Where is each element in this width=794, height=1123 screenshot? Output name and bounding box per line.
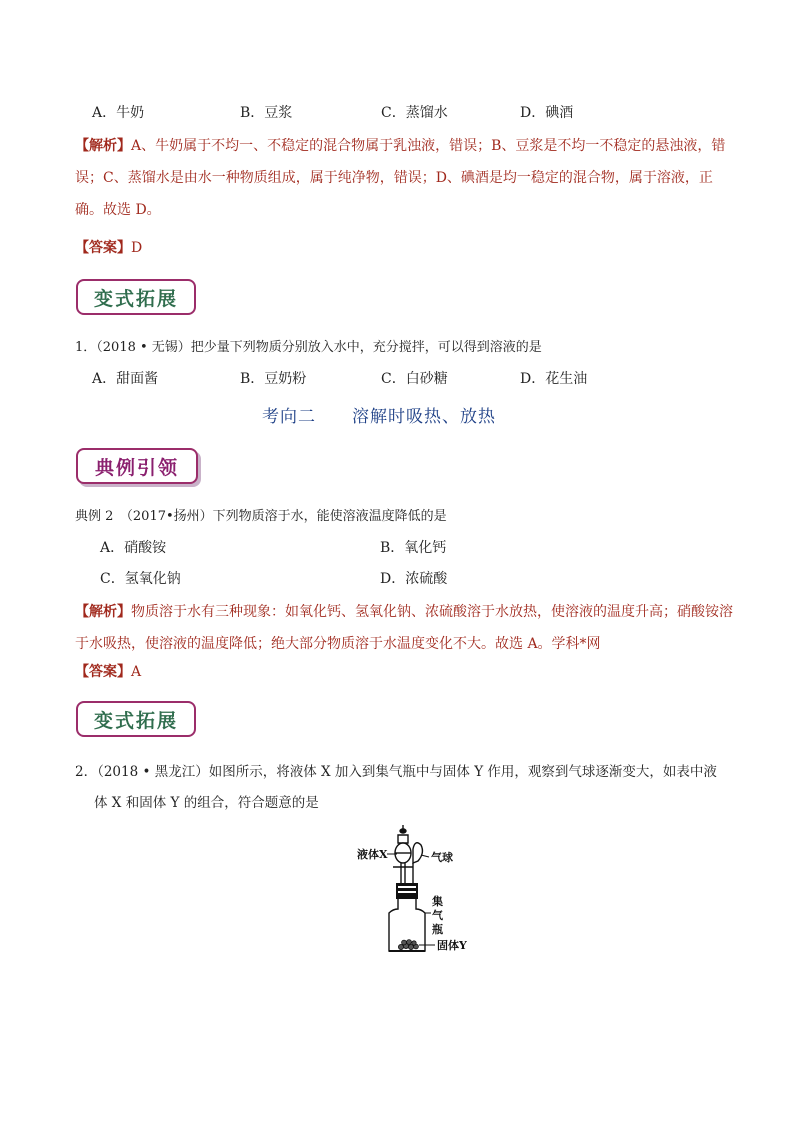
analysis-text: A、牛奶属于不均一、不稳定的混合物属于乳浊液，错误；B、豆浆是不均一不稳定的悬浊液，错误；C、蒸馏水是由水一种物质组成，属于纯净物，错误；D、碘酒是均一稳定的混合物，属于溶液，正确。故选 D。 xyxy=(75,138,726,218)
apparatus-figure xyxy=(355,823,485,958)
answer-value: D xyxy=(131,240,143,256)
variant-practice-box: 变式拓展 xyxy=(76,701,196,737)
answer-tag: 【答案】 xyxy=(75,664,131,680)
label-bottle-1: 集 xyxy=(432,895,443,908)
label-balloon: 气球 xyxy=(431,851,453,864)
label-bottle-2: 气 xyxy=(432,909,443,922)
q0-option-d: D．碘酒 xyxy=(520,105,574,121)
ex2-option-a: A．硝酸铵 xyxy=(100,540,167,556)
ex2-option-d: D．浓硫酸 xyxy=(380,571,448,587)
analysis-text: 物质溶于水有三种现象：如氧化钙、氢氧化钠、浓硫酸溶于水放热，使溶液的温度升高；硝酸铵溶于水吸热，使溶液的温度降低；绝大部分物质溶于水温度变化不大。故选 A。学科*网 xyxy=(75,604,733,652)
ex2-option-b: B．氧化钙 xyxy=(380,540,447,556)
q0-option-b: B．豆浆 xyxy=(240,105,293,121)
stopper xyxy=(396,883,418,899)
variant-practice-box: 变式拓展 xyxy=(76,279,196,315)
q0-option-c: C．蒸馏水 xyxy=(381,105,448,121)
label-bottle-3: 瓶 xyxy=(432,923,443,936)
label-liquid-x: 液体X xyxy=(357,848,388,861)
solid-y xyxy=(398,940,418,950)
answer-value: A xyxy=(131,664,142,680)
label-solid-y: 固体Y xyxy=(437,939,467,952)
q2-stem-line1: 2．（2018 • 黑龙江）如图所示，将液体 X 加入到集气瓶中与固体 Y 作用，观察到气球逐渐变大，如表中液 xyxy=(75,764,717,780)
ex2-option-c: C．氢氧化钠 xyxy=(100,571,181,587)
balloon xyxy=(413,843,422,885)
q2-stem-line2: 体 X 和固体 Y 的组合，符合题意的是 xyxy=(94,795,319,811)
example-lead-box: 典例引领 xyxy=(76,448,198,484)
q1-stem: 1．（2018 • 无锡）把少量下列物质分别放入水中，充分搅拌，可以得到溶液的是 xyxy=(75,340,542,355)
ex2-stem: 典例 2 （2017•扬州）下列物质溶于水，能使溶液温度降低的是 xyxy=(75,509,447,524)
answer-tag: 【答案】 xyxy=(75,240,131,256)
q0-option-a: A．牛奶 xyxy=(92,105,145,121)
q1-option-a: A．甜面酱 xyxy=(92,371,159,387)
q1-option-b: B．豆奶粉 xyxy=(240,371,307,387)
ex2-analysis xyxy=(75,596,735,660)
analysis-tag: 【解析】 xyxy=(75,604,131,620)
ex2-answer xyxy=(75,662,141,682)
q1-option-d: D．花生油 xyxy=(520,371,588,387)
q1-option-c: C．白砂糖 xyxy=(381,371,448,387)
q0-answer xyxy=(75,238,142,258)
q0-analysis xyxy=(75,130,735,226)
analysis-tag: 【解析】 xyxy=(75,138,131,154)
section-heading: 考向二 溶解时吸热、放热 xyxy=(262,407,496,427)
